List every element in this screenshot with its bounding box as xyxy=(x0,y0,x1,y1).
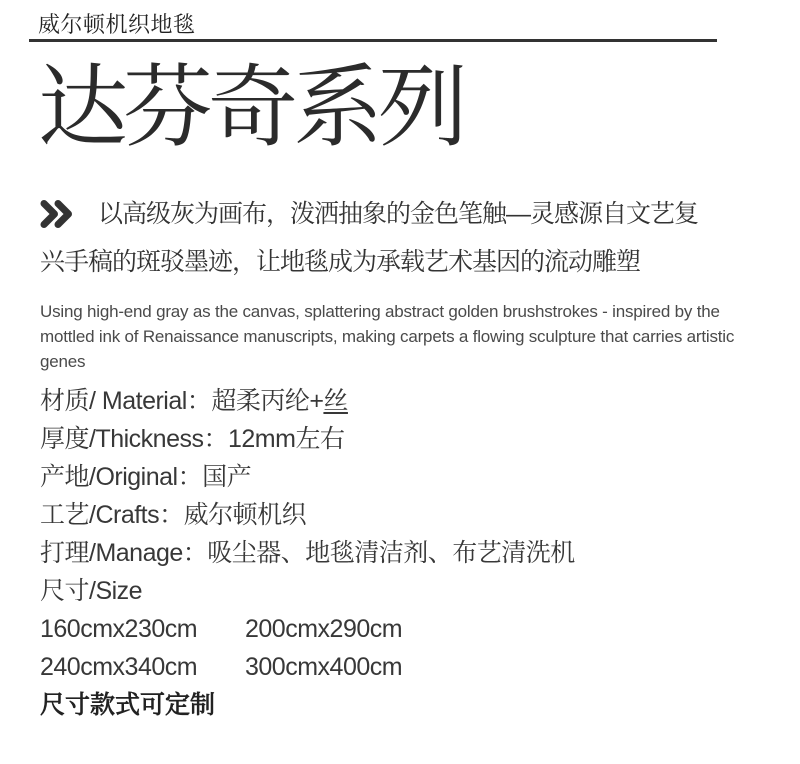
spec-thickness xyxy=(40,420,740,458)
intro-line-1: 以高级灰为画布，泼洒抽象的金色笔触—灵感源自文艺复 xyxy=(98,200,699,228)
intro-line-2: 兴手稿的斑驳墨迹，让地毯成为承载艺术基因的流动雕塑 xyxy=(40,248,641,276)
size-heading: 尺寸/Size xyxy=(40,577,143,605)
spec-origin-label: 产地/Original： xyxy=(40,463,203,491)
size-option-1: 160cmx230cm xyxy=(40,615,198,643)
spec-care-label: 打理/Manage： xyxy=(40,539,208,567)
spec-origin-value: 国产 xyxy=(202,463,252,491)
size-option-4: 300cmx400cm xyxy=(245,653,403,681)
spec-care xyxy=(40,534,740,572)
size-options-row-2 xyxy=(40,648,740,686)
double-chevron-icon xyxy=(40,200,72,228)
size-options-row-1 xyxy=(40,610,740,648)
intro-paragraph xyxy=(40,190,730,286)
spec-thickness-value: 12mm左右 xyxy=(227,425,345,453)
english-line-2: mottled ink of Renaissance manuscripts, making carpets a flowing sculpture that carries artistic xyxy=(40,327,735,346)
spec-material-label: 材质/ Material： xyxy=(40,387,212,415)
product-specs xyxy=(40,382,740,724)
size-option-2: 200cmx290cm xyxy=(245,615,403,643)
page-header-title: 威尔顿机织地毯 xyxy=(38,12,196,37)
spec-craft xyxy=(40,496,740,534)
size-option-3: 240cmx340cm xyxy=(40,653,198,681)
spec-origin xyxy=(40,458,740,496)
spec-craft-value: 威尔顿机织 xyxy=(183,501,307,529)
spec-care-value: 吸尘器、地毯清洁剂、布艺清洗机 xyxy=(207,539,575,567)
intro-row xyxy=(40,190,730,238)
spec-material xyxy=(40,382,740,420)
spec-thickness-label: 厚度/Thickness： xyxy=(40,425,228,453)
spec-craft-label: 工艺/Crafts： xyxy=(40,501,184,529)
english-line-3: genes xyxy=(40,352,86,371)
header-divider xyxy=(29,39,717,42)
custom-size-note: 尺寸款式可定制 xyxy=(40,691,216,719)
spec-material-value: 超柔丙纶+ xyxy=(211,387,324,415)
english-description xyxy=(40,299,740,374)
series-title: 达芬奇系列 xyxy=(38,58,463,158)
english-line-1: Using high-end gray as the canvas, splattering abstract golden brushstrokes - inspired by the xyxy=(40,302,720,321)
spec-material-value-underlined: 丝 xyxy=(323,387,348,415)
